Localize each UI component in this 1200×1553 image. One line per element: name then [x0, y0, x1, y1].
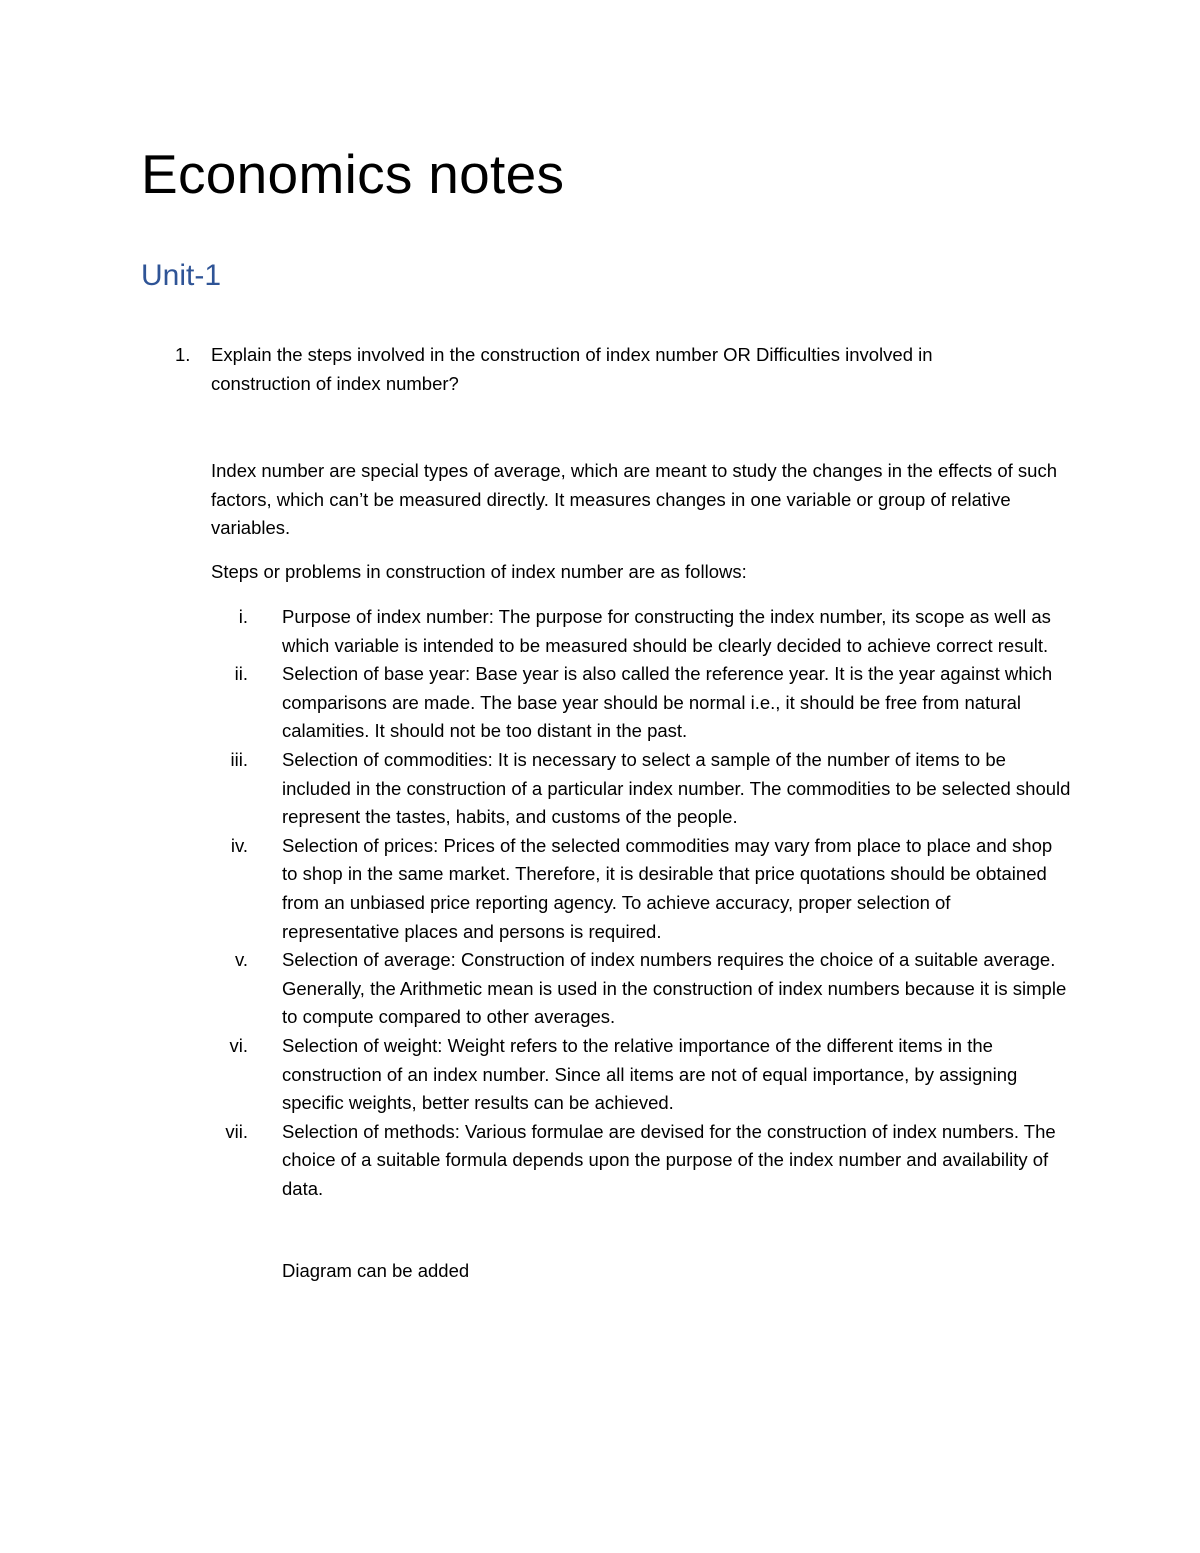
- list-item-number: vi.: [229, 1034, 248, 1056]
- list-item-number: iii.: [230, 748, 248, 770]
- list-item-text: Selection of commodities: It is necessary to select a sample of the number of items to be included in the construction of a particular index number. The commodities to be selected should represent the tastes, habits, and customs of the people.: [282, 748, 1071, 828]
- list-item-number: i.: [238, 606, 248, 627]
- list-item-text: Selection of prices: Prices of the selected commodities may vary from place to place and shop to shop in the same market. Therefore, it is desirable that price quotations should be obtained from an unbiased price reporting agency. To achieve accuracy, proper selection of representative places and persons is required.: [282, 834, 1053, 942]
- list-item-number: iv.: [230, 834, 248, 856]
- list-item: [180, 1118, 1080, 1204]
- list-item-text: Selection of average: Construction of index numbers requires the choice of a suitable average. Generally, the Arithmetic mean is used in the construction of index numbers because it is simple to compute compared to other averages.: [282, 949, 1067, 1028]
- question-number: 1.: [175, 344, 191, 365]
- section-heading: Unit-1: [141, 259, 222, 292]
- list-item: [180, 660, 1080, 746]
- intro-paragraph: Index number are special types of average, which are meant to study the changes in the effects of such factors, which can’t be measured directly. It measures changes in one variable or group of relative variables.: [211, 460, 1058, 539]
- diagram-note: Diagram can be added: [282, 1260, 470, 1281]
- question-text: Explain the steps involved in the construction of index number OR Difficulties involved in construction of index number?: [211, 344, 933, 394]
- list-item: [180, 832, 1080, 946]
- list-item: [180, 746, 1080, 832]
- steps-intro-paragraph: Steps or problems in construction of index number are as follows:: [211, 561, 747, 582]
- list-item-number: ii.: [234, 663, 248, 685]
- list-item: [180, 1032, 1080, 1118]
- list-item-text: Selection of methods: Various formulae are devised for the construction of index numbers. The choice of a suitable formula depends upon the purpose of the index number and availability of data.: [282, 1120, 1056, 1199]
- list-item-number: v.: [234, 949, 248, 971]
- list-item-text: Purpose of index number: The purpose for constructing the index number, its scope as well as which variable is intended to be measured should be clearly decided to achieve correct result.: [282, 606, 1051, 656]
- list-item-text: Selection of weight: Weight refers to the relative importance of the different items in the construction of an index number. Since all items are not of equal importance, by assigning specific weights, better results can be achieved.: [282, 1034, 1018, 1114]
- list-item-text: Selection of base year: Base year is also called the reference year. It is the year against which comparisons are made. The base year should be normal i.e., it should be free from natural calamities. It should not be too distant in the past.: [282, 663, 1053, 742]
- list-item-number: vii.: [225, 1120, 248, 1142]
- list-item: [180, 946, 1080, 1032]
- document-title: Economics notes: [141, 143, 565, 205]
- steps-list: [180, 603, 1080, 1203]
- list-item: [180, 603, 1080, 660]
